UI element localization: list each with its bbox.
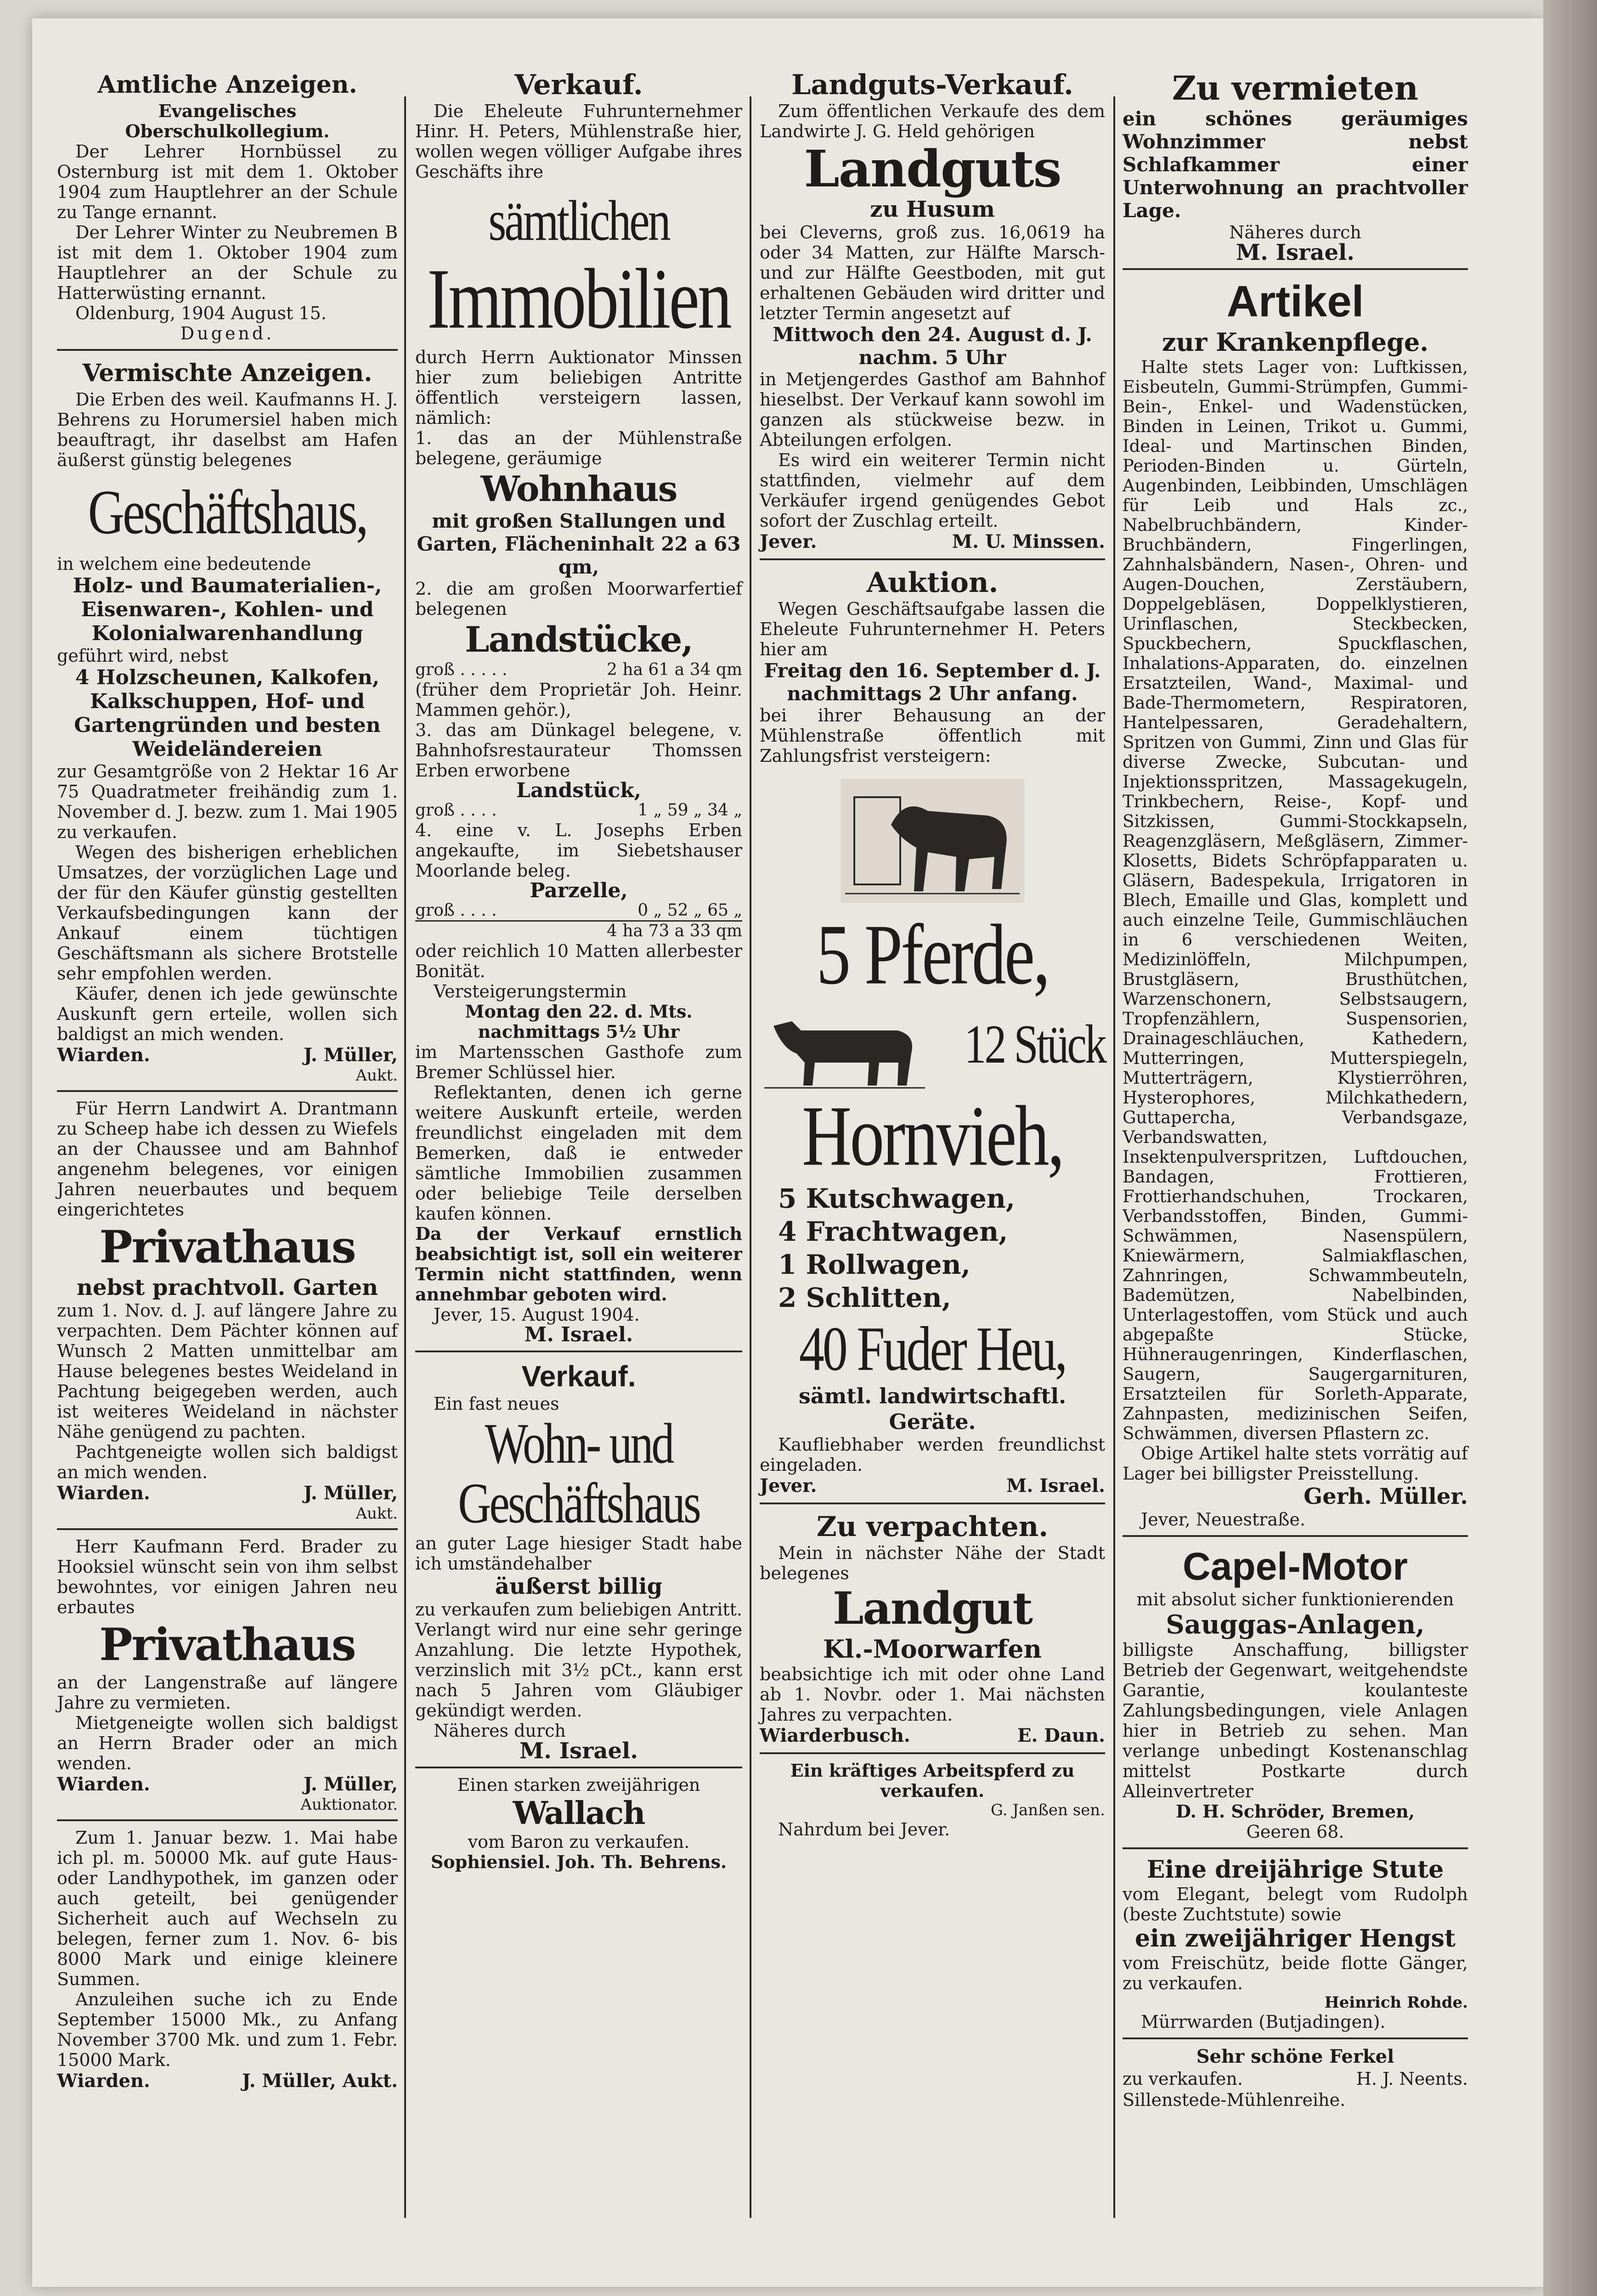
ad-title: Wallach — [513, 1795, 645, 1832]
sig-place: Wiarden. — [57, 1044, 150, 1066]
signature: M. Israel. — [524, 1323, 633, 1346]
ad-title: Wohn- und — [485, 1412, 673, 1475]
sig-role: Auktionator. — [300, 1795, 398, 1814]
ad-geschaeftshaus — [57, 357, 398, 1092]
sig-place: Wiarden. — [57, 1482, 150, 1504]
ad-text: Herr Kaufmann Ferd. Brader zu Hooksiel wünscht sein von ihm selbst bewohntes, vor einigen Jahren neu erbautes — [57, 1536, 398, 1617]
ad-text: vom Elegant, belegt vom Rudolph (beste Zuchtstute) sowie — [1123, 1884, 1468, 1925]
signature: M. Israel. — [519, 1738, 638, 1764]
ad-text: Mietgeneigte wollen sich baldigst an Herrn Brader oder an mich wenden. — [57, 1713, 398, 1773]
ad-text: (früher dem Proprietär Joh. Heinr. Mammen gehör.), — [415, 680, 742, 720]
cattle-row — [760, 998, 1105, 1090]
sig-place: Wiarderbusch. — [760, 1725, 910, 1746]
ad-verkauf-wohnhaus — [415, 1359, 742, 1768]
ad-text: billigste Anschaffung, billigster Betrieb der Gegenwart, weitgehendste Garantie, koulanteste Zahlungsbedingungen, viele Anlagen hier in Betrieb zu sehen. Man verlange unbedingt Kostenanschlag mittelst Postkarte durch Alleinvertreter — [1123, 1640, 1468, 1801]
sig-role: Aukt. — [356, 1504, 398, 1523]
notice-text: Der Lehrer Hornbüssel zu Osternburg ist mit dem 1. Oktober 1904 zum Hauptlehrer an der Schule zu Tange ernannt. — [57, 141, 398, 222]
auction-date: Freitag den 16. September d. J. nachmittags 2 Uhr anfang. — [764, 659, 1101, 705]
ad-title: Geschäftshaus — [458, 1471, 700, 1535]
ad-wallach — [415, 1775, 742, 1878]
area-row — [415, 901, 742, 920]
ad-title: Immobilien — [427, 251, 730, 347]
ad-subtitle: Sauggas-Anlagen, — [1166, 1609, 1425, 1640]
area-total-row — [415, 920, 742, 941]
signature-row — [57, 1482, 398, 1504]
ad-text: Zum 1. Januar bezw. 1. Mai habe ich pl. m. 50000 Mk. auf gute Haus- oder Landhypothek, im ganzen oder auch geteilt, bei genügender Sicherheit auch auf Wechseln zu belegen, ferner zum 1. Nov. 6- bis 8000 Mark und einige kleinere Summen. — [57, 1828, 398, 1989]
ad-text: Mein in nächster Nähe der Stadt belegenes — [760, 1543, 1105, 1583]
sig-place: Jever, Neuestraße. — [1141, 1509, 1306, 1530]
sig-place: Wiarden. — [57, 2070, 150, 2092]
ad-krankenpflege — [1123, 276, 1468, 1537]
ad-text: Es wird ein weiterer Termin nicht stattfinden, vielmehr auf dem Verkäufer irgend genügendes Gebot sofort der Zuschlag erteilt. — [760, 450, 1105, 531]
ad-title: Wohnhaus — [480, 468, 677, 509]
ad-text: oder reichlich 10 Matten allerbester Bonität. — [415, 941, 742, 981]
ad-text: Versteigerungstermin — [434, 981, 627, 1002]
ad-text: geführt wird, nebst — [57, 646, 228, 666]
ad-text: Käufer, denen ich jede gewünschte Auskunft gern erteile, wollen sich baldigst an mich wenden. — [57, 984, 398, 1044]
ad-title: 12 Stück — [964, 1013, 1105, 1075]
ad-text: Näheres durch — [1229, 222, 1361, 242]
ad-title: 5 Pferde, — [816, 907, 1049, 1002]
section-heading: Auktion. — [866, 567, 999, 599]
ad-bold-text: mit großen Stallungen und Garten, Flächeninhalt 22 a 63 qm, — [417, 510, 741, 578]
notice-text: Der Lehrer Winter zu Neubremen B ist mit dem 1. Oktober 1904 zum Hauptlehrer an der Schule zu Hatterwüsting ernannt. — [57, 222, 398, 303]
ad-text: Ein fast neues — [434, 1394, 559, 1414]
sig-place: Sillenstede-Mühlenreihe. — [1123, 2090, 1346, 2110]
area-label: groß . . . . — [415, 801, 497, 820]
sig-role: Aukt. — [356, 1066, 398, 1085]
signature: D. H. Schröder, Bremen, — [1175, 1801, 1415, 1822]
ad-text: im Martensschen Gasthofe zum Bremer Schlüssel hier. — [415, 1042, 742, 1082]
list-item: 2 Schlitten, — [778, 1282, 951, 1313]
ad-subtitle: Kl.-Moorwarfen — [823, 1634, 1042, 1664]
parcel-name: Parzelle, — [530, 879, 628, 902]
ad-text: Wegen des bisherigen erheblichen Umsatzes, der vorzüglichen Lage und der für den Käufer günstig gestellten Verkaufsbedingungen kann der Ankauf einem tüchtigen Geschäftsmann als sichere Brotstelle sehr empfohlen werden. — [57, 842, 398, 984]
ad-text: Reflektanten, denen ich gerne weitere Auskunft erteile, werden freundlichst eingeladen mit dem Bemerken, daß ie entweder sämtliche Immobilien zusammen oder beliebige Teile derselben kaufen können. — [415, 1082, 742, 1224]
ad-text: Kaufliebhaber werden freundlichst eingeladen. — [760, 1435, 1105, 1475]
ad-subtitle: zur Krankenpflege. — [1162, 327, 1429, 357]
list-item: 1. das an der Mühlenstraße belegene, geräumige — [415, 428, 742, 468]
column-4 — [1116, 69, 1474, 2236]
sig-place: Jever. — [760, 1475, 817, 1497]
ad-title: Landgut — [833, 1582, 1032, 1634]
ad-vermieten — [1123, 69, 1468, 270]
ad-bold-text: Da der Verkauf ernstlich beabsichtigt ist, soll ein weiterer Termin nicht stattfinden, wenn annehmbar geboten wird. — [415, 1223, 742, 1305]
section-heading: Verkauf. — [521, 1360, 636, 1393]
ad-title: Eine dreijährige Stute — [1146, 1856, 1444, 1884]
section-heading: Zu verpachten. — [816, 1511, 1049, 1543]
page-edge — [1543, 0, 1597, 2296]
ad-text: zum 1. Nov. d. J. auf längere Jahre zu verpachten. Dem Pächter können auf Wunsch 2 Matten unmittelbar am Hause belegenes bestes Weideland in Pachtung beigegeben werden, auch ist weiteres Weideland in nächster Nähe genügend zu pachten. — [57, 1300, 398, 1442]
sig-name: H. J. Neents. — [1356, 2069, 1468, 2089]
list-item: 4 Frachtwagen, — [778, 1216, 1008, 1247]
sig-name: M. U. Minssen. — [952, 531, 1105, 552]
signature-row — [57, 1773, 398, 1795]
signature: Sophiensiel. Joh. Th. Behrens. — [430, 1851, 727, 1872]
ad-subtitle: äußerst billig — [495, 1574, 663, 1599]
horse-illustration — [836, 770, 1029, 907]
ad-text: Zum öffentlichen Verkaufe des dem Landwirte J. G. Held gehörigen — [760, 101, 1105, 141]
ad-title: sämtlichen — [488, 189, 669, 253]
sig-place: Wiarden. — [57, 1773, 150, 1795]
notice-date: Jever, 15. August 1904. — [434, 1305, 640, 1325]
ad-stute — [1123, 1856, 1468, 2039]
ad-text: Näheres durch — [434, 1721, 566, 1741]
list-item: 2. die am großen Moorwarfertief belegenen — [415, 579, 742, 619]
list-item: 4. eine v. L. Josephs Erben angekaufte, im Siebetshauser Moorlande beleg. — [415, 820, 742, 881]
sig-name: M. Israel. — [1006, 1475, 1105, 1497]
signature-row — [1123, 2068, 1468, 2090]
ad-auktion — [760, 567, 1105, 1504]
section-heading: Landguts-Verkauf. — [791, 69, 1073, 101]
ad-text: zu verkaufen. — [1123, 2069, 1243, 2089]
ad-subtitle: nebst prachtvoll. Garten — [77, 1275, 378, 1300]
area-row — [415, 660, 742, 680]
sig-name: G. Janßen sen. — [990, 1801, 1105, 1819]
ad-title: Capel-Motor — [1183, 1545, 1408, 1588]
ad-title: Landstücke, — [465, 619, 693, 660]
section-heading: Amtliche Anzeigen. — [97, 71, 357, 99]
sig-name: J. Müller, — [304, 1773, 398, 1795]
area-value: 0 „ 52 „ 65 „ — [638, 901, 742, 920]
ad-text: in welchem eine bedeutende — [57, 554, 311, 574]
ad-text: vom Freischütz, beide flotte Gänger, zu verkaufen. — [1123, 1953, 1468, 1993]
ad-bold-text: ein schönes geräumiges Wohnzimmer nebst Schlafkammer einer Unterwohnung an prachtvoller Lage. — [1123, 107, 1468, 222]
signature-row — [760, 1475, 1105, 1497]
ad-text: mit absolut sicher funktionierenden — [1136, 1589, 1454, 1609]
column-rule — [1113, 96, 1115, 2218]
signature: M. Israel. — [1236, 240, 1354, 265]
area-label: groß . . . . — [415, 901, 497, 920]
sig-name: J. Müller, — [304, 1044, 398, 1066]
ad-text: Anzuleihen suche ich zu Ende September 15000 Mk., zu Anfang November 3700 Mk. und zum 1. Febr. 15000 Mark. — [57, 1989, 398, 2070]
ad-text: zu verkaufen zum beliebigen Antritt. Verlangt wird nur eine sehr geringe Anzahlung. Die letzte Hypothek, verzinslich mit 3½ pCt., kann erst nach 5 Jahren vom Gläubiger gekündigt werden. — [415, 1599, 742, 1721]
ad-title: Privathaus — [99, 1221, 356, 1273]
ad-subtitle: sämtl. landwirtschaftl. Geräte. — [798, 1384, 1067, 1434]
ad-text: bei ihrer Behausung an der Mühlenstraße öffentlich mit Zahlungsfrist versteigern: — [760, 705, 1105, 766]
auction-date: Montag den 22. d. Mts. nachmittags 5½ Uhr — [465, 1001, 693, 1042]
authority: Evangelisches Oberschulkollegium. — [125, 101, 330, 141]
ad-privathaus-1 — [57, 1098, 398, 1530]
ad-text: in Metjengerdes Gasthof am Bahnhof hieselbst. Der Verkauf kann sowohl im ganzen als stückweise bezw. in Abteilungen erfolgen. — [760, 369, 1105, 450]
notice-date: Oldenburg, 1904 August 15. — [75, 303, 327, 323]
ad-title: Privathaus — [99, 1619, 356, 1671]
ad-text: an der Langenstraße auf längere Jahre zu vermieten. — [57, 1672, 398, 1713]
area-value: 2 ha 61 a 34 qm — [606, 660, 742, 679]
ad-text: zur Gesamtgröße von 2 Hektar 16 Ar 75 Quadratmeter freihändig zum 1. November d. J. bezw. zum 1. Mai 1905 zu verkaufen. — [57, 761, 398, 842]
ad-landguts-verkauf — [760, 69, 1105, 560]
ad-verpachten — [760, 1511, 1105, 1754]
ad-text: Die Eheleute Fuhrunternehmer Hinr. H. Peters, Mühlenstraße hier, wollen wegen völliger Aufgabe ihres Geschäfts ihre — [415, 101, 742, 182]
column-3 — [753, 69, 1112, 2236]
ad-capel-motor — [1123, 1543, 1468, 1849]
signature-row — [57, 1044, 398, 1066]
ad-hypothek — [57, 1828, 398, 2098]
ad-text: Wegen Geschäftsaufgabe lassen die Eheleute Fuhrunternehmer H. Peters hier am — [760, 599, 1105, 659]
ad-title: Hornvieh, — [801, 1088, 1063, 1184]
sig-name: J. Müller, — [304, 1482, 398, 1504]
ad-title: Geschäftshaus, — [88, 477, 367, 547]
ad-title: Artikel — [1226, 277, 1364, 326]
ad-privathaus-2 — [57, 1536, 398, 1821]
ad-amtliche — [57, 69, 398, 351]
ad-ferkel — [1123, 2046, 1468, 2116]
column-rule — [750, 96, 751, 2218]
ad-text: Halte stets Lager von: Luftkissen, Eisbeuteln, Gummi-Strümpfen, Gummi-Bein-, Enkel- und Wadenstücken, Binden in Leinen, Trikot u. Gummi, Ideal- und Martinschen Binden, Perioden-Binden u. Gürteln, Augenbinden, Leibbinden, Umschlägen für Leib und Hals zc., Nabelbruchbändern, Kinder-Bruchbändern, Fingerlingen, Zahnhalsbändern, Nasen-, Ohren- und Augen-Douchen, Zerstäubern, Doppelgebläsen, Doppelklystieren, Urinflaschen, Steckbecken, Spuckbechern, Spuckflaschen, Inhalations-Apparaten, do. einzelnen Ersatzteilen, Wand-, Maximal- und Bade-Thermometern, Respiratoren, Hantelpessaren, Geradehaltern, Spritzen von Gummi, Zinn und Glas für diverse Zwecke, Subcutan- und Injektionsspritzen, Massagekugeln, Trinkbechern, Reise-, Kopf- und Sitzkissen, Gummi-Stockkapseln, Reagenzgläsern, Meßgläsern, Zimmer-Klosetts, Bidets Schröpfapparaten u. Gläsern, Badespekula, Irrigatoren in Blech, Emaille und Glas, komplett und auch einzelne Teile, Gummischläuchen in 6 verschiedenen Weiten, Medizinlöffeln, Milchpumpen, Brustgläsern, Brusthütchen, Warzenschonern, Selbstsaugern, Tropfenzählern, Suspensorien, Drainageschläuchen, Kathedern, Mutterringen, Mutterspiegeln, Mutterträgern, Klystierröhren, Hysterophores, Milchkathedern, Guttapercha, Verbandsgaze, Verbandswatten, Insektenpulverspritzen, Luftdouchen, Bandagen, Frottieren, Frottierhandschuhen, Trockaren, Verbandsstoffen, Binden, Gummi-Schwämmen, Nasenspülern, Kniewärmern, Salmiakflaschen, Zahnringen, Schwammbeuteln, Bademützen, Nabelbinden, Unterlagestoffen, vom Stück und auch abgepaßte Stücke, Hühneraugenringen, Kinderflaschen, Saugern, Saugergarnituren, Ersatzteilen für Sorleth-Apparate, Zahnpasten, medizinischen Seifen, Schwämmen, diversen Pflastern zc. — [1123, 357, 1468, 1443]
ad-text: an guter Lage hiesiger Stadt habe ich umständehalber — [415, 1533, 742, 1574]
ad-bold-text: Holz- und Baumaterialien-, Eisenwaren-, Kohlen- und Kolonialwarenhandlung — [73, 574, 382, 645]
signature-row — [57, 2070, 398, 2092]
signature-row — [760, 531, 1105, 553]
signature: Dugend. — [180, 323, 275, 343]
ad-text: Obige Artikel halte stets vorrätig auf Lager bei billigster Preisstellung. — [1123, 1443, 1468, 1484]
ad-text: Für Herrn Landwirt A. Drantmann zu Scheep habe ich dessen zu Wiefels an der Chaussee und am Bahnhof angenehm belegenes, vor einigen Jahren neuerbautes und bequem eingerichtetes — [57, 1098, 398, 1220]
ad-text: bei Cleverns, groß zus. 16,0619 ha oder 34 Matten, zur Hälfte Marsch- und zur Hälfte Geestboden, mit gut erhaltenen Gebäuden wird dritter und letzter Termin angesetzt auf — [760, 222, 1105, 323]
ad-subtitle: zu Husum — [870, 197, 995, 222]
ad-verkauf-immobilien — [415, 69, 742, 1352]
ad-title: ein zweijähriger Hengst — [1135, 1925, 1456, 1953]
ad-text: Einen starken zweijährigen — [457, 1775, 700, 1795]
ad-text: Pachtgeneigte wollen sich baldigst an mich wenden. — [57, 1442, 398, 1482]
ad-text: beabsichtige ich mit oder ohne Land ab 1. Novbr. oder 1. Mai nächsten Jahres zu verpachten. — [760, 1664, 1105, 1725]
signature-row — [760, 1725, 1105, 1747]
area-label: groß . . . . . — [415, 660, 508, 679]
section-heading: Vermischte Anzeigen. — [82, 359, 372, 387]
column-2 — [409, 69, 749, 2236]
cow-illustration — [760, 998, 930, 1090]
parcel-name: Landstück, — [516, 779, 641, 802]
ad-text: Die Erben des weil. Kaufmanns H. J. Behrens zu Horumersiel haben mich beauftragt, ihr daselbst am Hafen äußerst günstig belegenes — [57, 389, 398, 470]
column-rule — [404, 96, 406, 2218]
ad-bold-text: 4 Holzscheunen, Kalkofen, Kalkschuppen, Hof- und Gartengründen und besten Weideländereien — [74, 666, 381, 761]
signature: Gerh. Müller. — [1304, 1484, 1468, 1509]
signature: Heinrich Rohde. — [1324, 1993, 1468, 2012]
list-item: 5 Kutschwagen, — [778, 1183, 1016, 1214]
section-heading: Verkauf. — [514, 69, 643, 101]
auction-date: Mittwoch den 24. August d. J. nachm. 5 Uhr — [773, 323, 1092, 369]
ad-text: Ein kräftiges Arbeitspferd zu verkaufen. — [790, 1760, 1075, 1801]
area-total: 4 ha 73 a 33 qm — [606, 922, 742, 940]
area-row — [415, 801, 742, 820]
sig-name: J. Müller, Aukt. — [242, 2070, 398, 2092]
sig-place: Mürrwarden (Butjadingen). — [1141, 2012, 1386, 2032]
ad-arbeitspferd — [760, 1761, 1105, 1845]
list-item: 1 Rollwagen, — [778, 1249, 971, 1280]
column-1 — [51, 69, 404, 2236]
ad-title: Landguts — [804, 139, 1061, 198]
sig-place: Nahrdum bei Jever. — [778, 1819, 950, 1840]
ad-title: 40 Fuder Heu, — [799, 1313, 1066, 1384]
ad-text: durch Herrn Auktionator Minssen hier zum beliebigen Antritte öffentlich versteigern lassen, nämlich: — [415, 347, 742, 428]
list-item: 3. das am Dünkagel belegene, v. Bahnhofsrestaurateur Thomssen Erben erworbene — [415, 720, 742, 781]
sig-place: Jever. — [760, 531, 817, 552]
address: Geeren 68. — [1246, 1822, 1344, 1842]
ad-text: vom Baron zu verkaufen. — [468, 1832, 690, 1852]
area-value: 1 „ 59 „ 34 „ — [638, 801, 742, 820]
section-heading: Zu vermieten — [1172, 69, 1419, 107]
ad-title: Sehr schöne Ferkel — [1196, 2046, 1394, 2067]
sig-name: E. Daun. — [1017, 1725, 1105, 1746]
